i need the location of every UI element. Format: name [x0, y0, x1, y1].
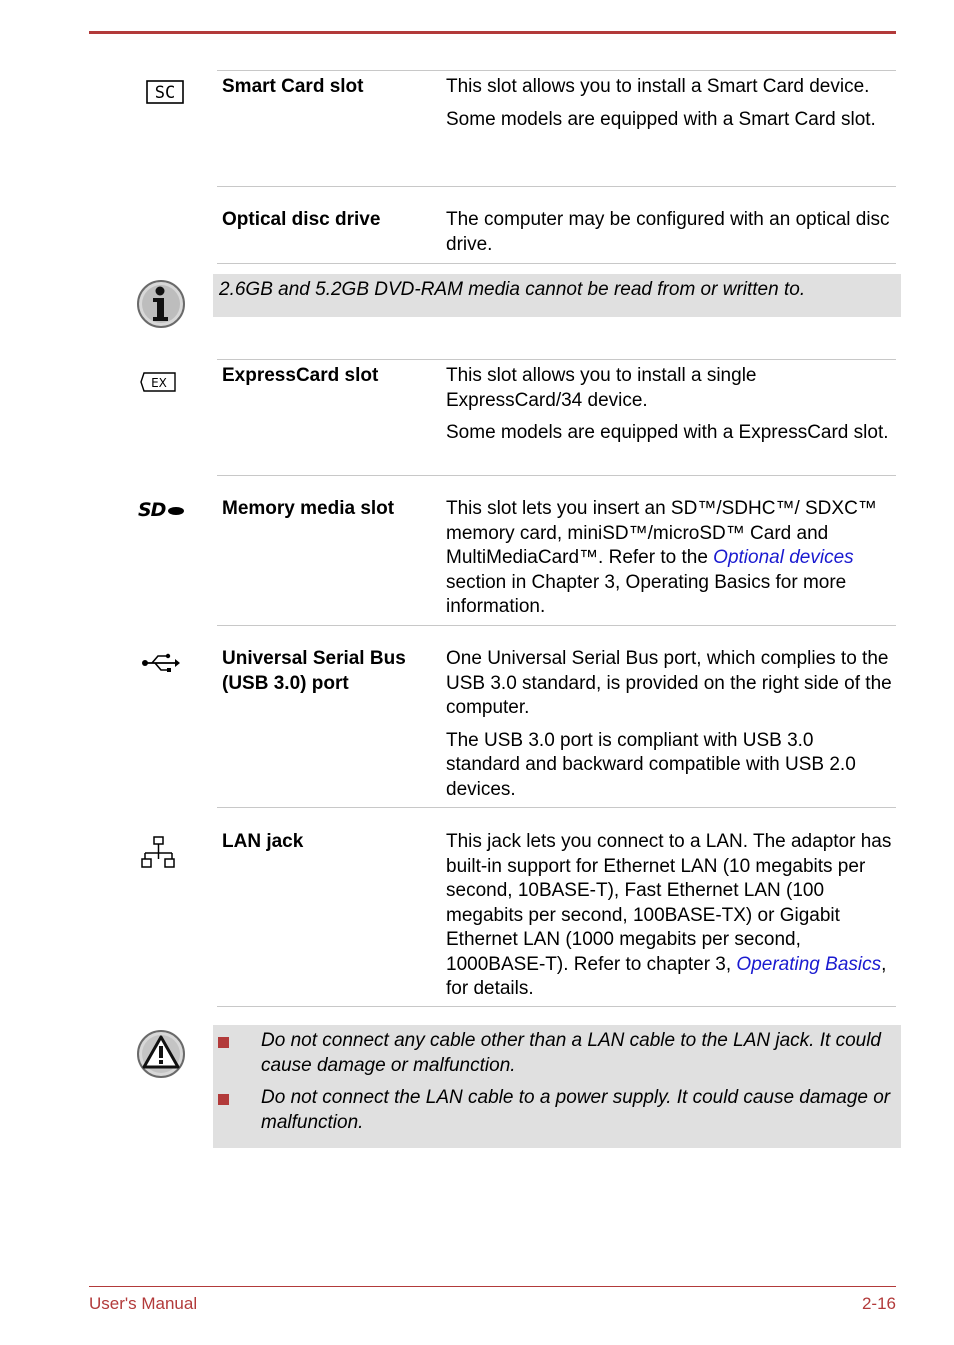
- row-divider: [217, 186, 896, 187]
- paragraph: The computer may be configured with an optical disc drive.: [446, 209, 890, 255]
- usb-icon: [141, 652, 181, 679]
- info-note-text: 2.6GB and 5.2GB DVD-RAM media cannot be read from or written to.: [219, 279, 806, 300]
- expresscard-icon: [140, 370, 178, 399]
- link-operating-basics[interactable]: Operating Basics: [736, 953, 882, 975]
- text-run: , for details.: [446, 953, 887, 999]
- svg-text:SC: SC: [154, 83, 176, 103]
- term-usb-port: Universal Serial Bus (USB 3.0) port: [222, 648, 406, 694]
- row-divider: [217, 475, 896, 476]
- link-optional-devices[interactable]: Optional devices: [713, 547, 854, 568]
- bullet-square-icon: [218, 1037, 229, 1048]
- term-lan-jack: LAN jack: [222, 831, 304, 852]
- row-divider: [217, 263, 896, 264]
- svg-text:SD: SD: [138, 499, 166, 521]
- info-note: [213, 274, 901, 317]
- paragraph: Some models are equipped with a ExpressCard slot.: [446, 422, 889, 443]
- desc-smart-card-slot: [446, 75, 892, 140]
- warning-bullet: [213, 1029, 893, 1078]
- text-run: This slot lets you insert an SD™/SDHC™/ SDXC™ memory card, miniSD™/microSD™ Card and MultiMediaCard™. Refer to the: [446, 498, 877, 568]
- info-icon: [136, 279, 186, 334]
- paragraph: Some models are equipped with a Smart Card slot.: [446, 108, 876, 130]
- term-memory-media-slot: Memory media slot: [222, 498, 395, 519]
- paragraph: This slot allows you to install a single ExpressCard/34 device.: [446, 365, 757, 411]
- warning-bullet-text: Do not connect any cable other than a LAN cable to the LAN jack. It could cause damage or malfunction.: [261, 1030, 881, 1076]
- smart-card-icon: [146, 80, 184, 109]
- svg-text:EX: EX: [151, 376, 167, 390]
- row-divider: [217, 1006, 896, 1007]
- footer-title: User's Manual: [89, 1294, 198, 1313]
- desc-memory-media-slot: [446, 497, 892, 628]
- footer-rule: [89, 1286, 896, 1287]
- header-rule: [89, 31, 896, 34]
- row-divider: [217, 625, 896, 626]
- sd-card-icon: [138, 499, 190, 526]
- row-divider: [217, 70, 896, 71]
- desc-expresscard-slot: [446, 364, 892, 454]
- warning-icon: [136, 1029, 186, 1084]
- paragraph: One Universal Serial Bus port, which complies to the USB 3.0 standard, is provided on the right side of the computer.: [446, 648, 892, 718]
- bullet-square-icon: [218, 1094, 229, 1105]
- row-divider: [217, 359, 896, 360]
- term-optical-disc-drive: Optical disc drive: [222, 209, 381, 230]
- warning-bullet: [213, 1086, 893, 1135]
- paragraph: This slot allows you to install a Smart Card device.: [446, 76, 870, 97]
- paragraph: The USB 3.0 port is compliant with USB 3.0 standard and backward compatible with USB 2.0 devices.: [446, 729, 856, 800]
- text-run: section in Chapter 3, Operating Basics for more information.: [446, 571, 847, 617]
- text-run: This jack lets you connect to a LAN. The adaptor has built-in support for Ethernet LAN (10 megabits per second, 10BASE-T), Fast Ethernet LAN (100 megabits per second, 100BASE-TX) or Gigabit Ethernet LAN (1000 megabits per second, 1000BASE-T). Refer to chapter 3,: [446, 831, 892, 975]
- page-number: 2-16: [861, 1294, 896, 1313]
- term-smart-card-slot: Smart Card slot: [222, 76, 364, 97]
- desc-lan-jack: [446, 830, 892, 1010]
- warning-note: [213, 1025, 901, 1148]
- term-expresscard-slot: ExpressCard slot: [222, 365, 379, 386]
- warning-bullet-text: Do not connect the LAN cable to a power supply. It could cause damage or malfunction.: [261, 1087, 891, 1133]
- lan-icon: [141, 836, 177, 875]
- desc-optical-disc-drive: [446, 208, 892, 265]
- paragraph: [446, 830, 892, 1002]
- desc-usb-port: [446, 647, 892, 810]
- paragraph: [446, 497, 892, 620]
- row-divider: [217, 807, 896, 808]
